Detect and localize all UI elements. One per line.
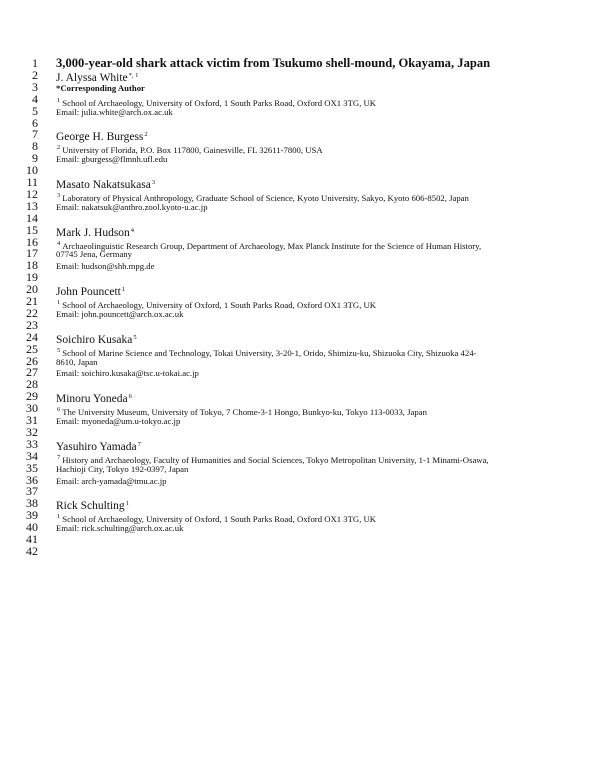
line-number: 24 [26, 329, 38, 344]
line-number: 35 [26, 460, 38, 475]
line-content: Archaeolinguistic Research Group, Department of Archaeology, Max Planck Institute for the Science of Human History, [62, 240, 482, 251]
manuscript-line [0, 165, 600, 176]
manuscript-line [0, 127, 600, 144]
line-text [56, 357, 98, 368]
line-number: 42 [26, 543, 38, 558]
manuscript-line [0, 67, 600, 84]
line-number: 17 [26, 246, 38, 261]
line-number: 21 [26, 294, 38, 308]
line-number: 10 [26, 163, 38, 178]
line-content: 8610, Japan [56, 356, 98, 367]
manuscript-line [0, 508, 600, 525]
manuscript-line [0, 115, 600, 130]
manuscript-line [0, 379, 600, 390]
affiliation-marker: 2 [57, 144, 61, 152]
manuscript-line [0, 472, 600, 487]
manuscript-line [0, 534, 600, 545]
manuscript-line [0, 389, 600, 406]
line-content: School of Archaeology, University of Oxford, 1 South Parks Road, Oxford OX1 3TG, UK [62, 300, 377, 310]
line-number: 8 [32, 139, 38, 154]
line-text [56, 202, 208, 213]
line-number: 25 [26, 341, 38, 356]
line-content: Email: myoneda@um.u-tokyo.ac.jp [56, 416, 181, 426]
line-number: 33 [26, 436, 38, 451]
affiliation-marker: 1 [121, 286, 126, 294]
manuscript-line [0, 260, 600, 271]
line-content: Yasuhiro Yamada [56, 440, 137, 453]
line-content: 3,000-year-old shark attack victim from Tsukumo shell-mound, Okayama, Japan [56, 56, 491, 70]
manuscript-line [0, 460, 600, 475]
line-number: 39 [26, 508, 38, 523]
line-number: 14 [26, 210, 38, 225]
line-text [56, 309, 183, 320]
manuscript-line [0, 186, 600, 203]
manuscript-line [0, 486, 600, 497]
affiliation-marker: 5 [133, 333, 137, 341]
affiliation-marker: 7 [137, 440, 141, 448]
affiliation-marker: 1 [57, 299, 61, 306]
line-content: Minoru Yoneda [56, 393, 128, 406]
manuscript-line [0, 415, 600, 426]
line-content: Hachioji City, Tokyo 192-0397, Japan [56, 463, 189, 474]
line-number: 22 [26, 305, 38, 320]
line-content: Email: julia.white@arch.ox.ac.uk [56, 106, 173, 117]
line-content: Mark J. Hudson [56, 226, 130, 239]
manuscript-line [0, 436, 600, 453]
manuscript-line [0, 353, 600, 368]
manuscript-line [0, 198, 600, 213]
line-number: 38 [26, 496, 38, 511]
affiliation-marker: 1 [57, 96, 61, 104]
line-number: 11 [26, 175, 38, 189]
manuscript-line [0, 329, 600, 346]
line-text [56, 107, 173, 118]
affiliation-marker: 1 [125, 500, 129, 508]
line-number: 20 [26, 282, 38, 297]
affiliation-marker: 1 [57, 513, 61, 521]
line-number: 26 [26, 353, 38, 368]
line-text [56, 154, 167, 165]
line-number: 19 [26, 270, 38, 285]
manuscript-line [0, 317, 600, 332]
line-text [56, 83, 145, 94]
line-content: J. Alyssa White [56, 71, 128, 84]
affiliation-marker: 5 [57, 346, 61, 354]
line-content: History and Archaeology, Faculty of Humanities and Social Sciences, Tokyo Metropolitan University, 1-1 Minami-Osawa, [62, 454, 489, 465]
line-content: School of Archaeology, University of Oxford, 1 South Parks Road, Oxford OX1 3TG, UK [62, 97, 377, 108]
manuscript-line [0, 448, 600, 465]
manuscript-line [0, 294, 600, 310]
manuscript-line [0, 496, 600, 513]
manuscript-line [0, 79, 600, 94]
line-number: 36 [26, 472, 38, 487]
line-text [56, 464, 188, 475]
line-number: 6 [32, 115, 38, 130]
manuscript-line [0, 153, 600, 164]
line-content: George H. Burgess [56, 131, 144, 144]
manuscript-line [0, 341, 600, 358]
line-content: Email: arch-yamada@tmu.ac.jp [56, 475, 167, 486]
manuscript-line [0, 424, 600, 439]
manuscript-line [0, 139, 600, 156]
line-content: Laboratory of Physical Anthropology, Graduate School of Science, Kyoto University, Sakyo, Kyoto 606-8502, Japan [62, 192, 469, 203]
line-number: 5 [32, 103, 38, 118]
line-number: 37 [26, 484, 38, 499]
affiliation-marker: 6 [128, 393, 132, 401]
manuscript-line [0, 91, 600, 108]
affiliation-marker: 7 [57, 453, 61, 461]
line-text [56, 249, 132, 260]
manuscript-line [0, 401, 600, 418]
line-number: 16 [26, 234, 38, 249]
line-number: 12 [26, 186, 38, 201]
manuscript-line [0, 543, 600, 558]
line-number: 9 [32, 151, 38, 166]
manuscript-line [0, 222, 600, 239]
manuscript-line [0, 58, 600, 69]
line-text [56, 261, 155, 272]
manuscript-line [0, 522, 600, 533]
line-content: The University Museum, University of Tokyo, 7 Chome-3-1 Hongo, Bunkyo-ku, Tokyo 113-0033, Japan [62, 407, 427, 418]
line-content: Email: john.pouncett@arch.ox.ac.uk [56, 308, 184, 319]
line-text [56, 416, 180, 427]
line-content: Soichiro Kusaka [56, 333, 133, 346]
line-number: 18 [26, 258, 38, 273]
line-text [56, 368, 199, 379]
affiliation-marker: 6 [57, 406, 61, 414]
line-number: 27 [26, 365, 38, 380]
line-number: 32 [26, 424, 38, 439]
line-number: 1 [32, 56, 38, 70]
line-content: Rick Schulting [56, 500, 125, 513]
affiliation-marker: 2 [144, 131, 148, 139]
line-content: John Pouncett [56, 286, 121, 299]
line-number: 31 [26, 413, 38, 427]
line-number: 23 [26, 317, 38, 332]
line-number: 41 [26, 532, 38, 546]
line-number: 3 [32, 79, 38, 94]
line-number: 13 [26, 198, 38, 213]
line-number: 15 [26, 222, 38, 237]
manuscript-line [0, 234, 600, 251]
affiliation-marker: 4 [57, 239, 61, 247]
line-number: 2 [32, 67, 38, 82]
line-content: Email: hudson@shh.mpg.de [56, 261, 155, 272]
manuscript-line [0, 272, 600, 283]
affiliation-marker: 3 [151, 179, 156, 186]
manuscript-line [0, 367, 600, 378]
line-number: 34 [26, 448, 38, 463]
line-text [56, 58, 490, 69]
manuscript-line [0, 103, 600, 118]
line-content: Email: nakatsuk@anthro.zool.kyoto-u.ac.jp [56, 201, 208, 212]
line-number: 7 [32, 127, 38, 142]
affiliation-marker: 3 [57, 191, 61, 199]
line-number: 28 [26, 377, 38, 392]
line-number: 29 [26, 389, 38, 404]
line-content: Email: rick.schulting@arch.ox.ac.uk [56, 523, 184, 534]
line-text [56, 523, 183, 534]
manuscript-line [0, 282, 600, 299]
line-number: 4 [32, 91, 38, 106]
manuscript-line [0, 210, 600, 225]
line-number: 40 [26, 520, 38, 535]
line-content: School of Archaeology, University of Oxford, 1 South Parks Road, Oxford OX1 3TG, UK [62, 514, 377, 525]
line-text [56, 476, 167, 487]
manuscript-line [0, 248, 600, 259]
affiliation-marker: 4 [130, 226, 135, 234]
manuscript-line [0, 175, 600, 191]
line-content: School of Marine Science and Technology, Tokai University, 3-20-1, Orido, Shimizu-ku, Shizuoka City, Shizuoka 424- [62, 347, 477, 358]
line-content: University of Florida, P.O. Box 117800, Gainesville, FL 32611-7800, USA [62, 145, 323, 156]
affiliation-marker: *, 1 [128, 71, 139, 79]
line-content: 07745 Jena, Germany [56, 249, 132, 260]
line-content: Masato Nakatsukasa [56, 179, 151, 191]
line-content: Email: gburgess@flmnh.ufl.edu [56, 154, 168, 165]
line-content: *Corresponding Author [56, 82, 145, 93]
line-number: 30 [26, 401, 38, 416]
line-content: Email: soichiro.kusaka@tsc.u-tokai.ac.jp [56, 368, 199, 379]
